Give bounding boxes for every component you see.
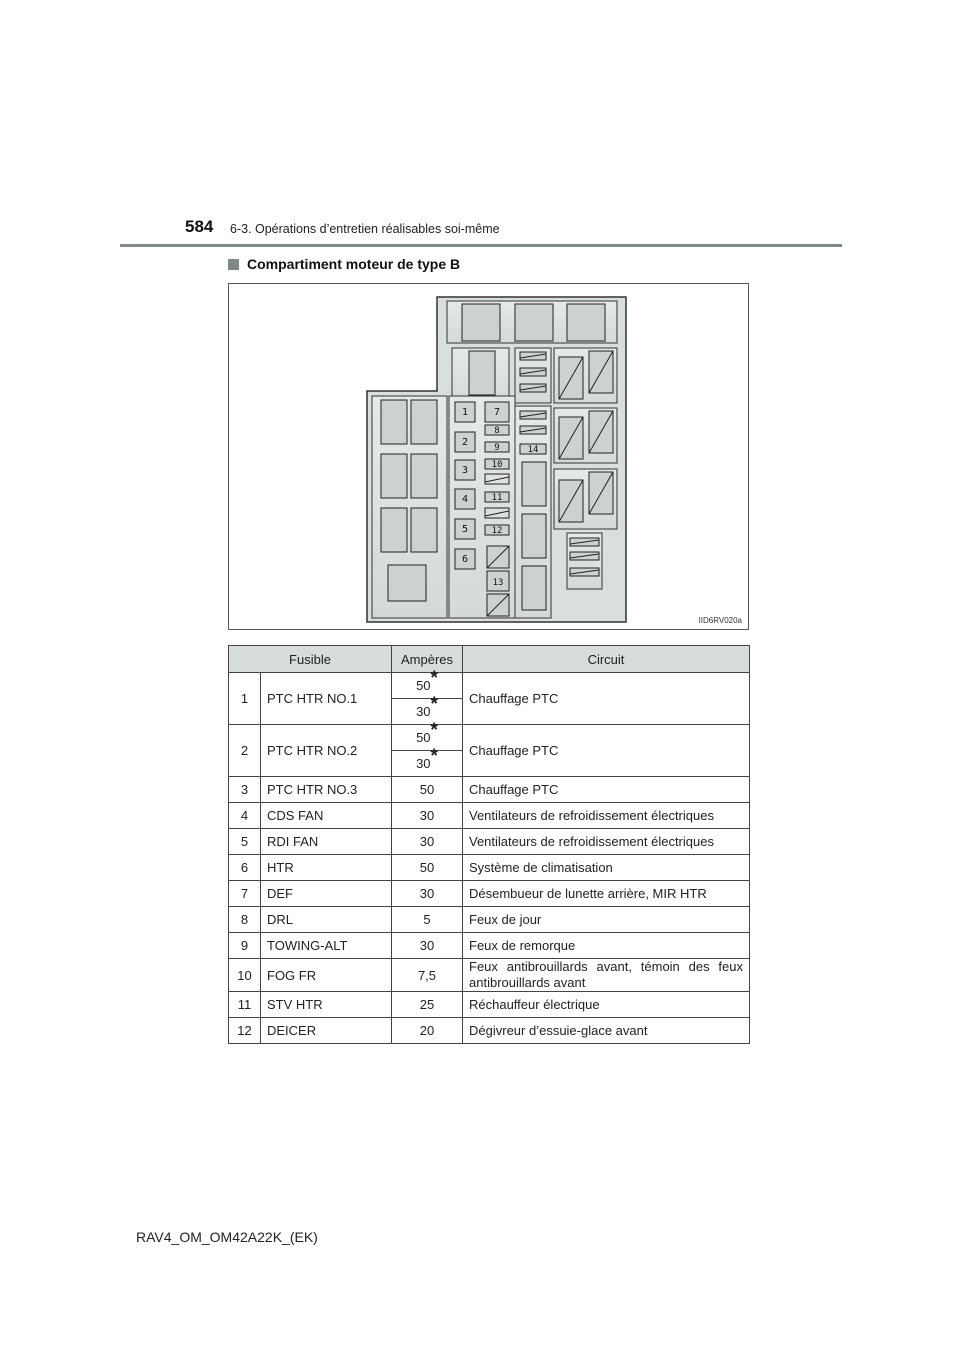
fuse-amps [392,746,463,777]
section-title: 6-3. Opérations d’entretien réalisables soi-même [230,222,500,236]
table-row [229,1018,750,1044]
table-row [229,725,750,751]
table-row [229,933,750,959]
svg-text:2: 2 [461,437,469,448]
fuse-number: 9 [229,933,261,959]
fuse-amps: 30 [392,803,463,829]
fuse-number: 5 [229,829,261,855]
fuse-name: TOWING-ALT [261,933,392,959]
fuse-amps [392,694,463,725]
asterisk: * [430,668,438,689]
header-rule [120,244,842,247]
fuse-circuit: Feux de jour [463,907,750,933]
fuse-amps: 50 [392,777,463,803]
fuse-number: 12 [229,1018,261,1044]
table-row [229,777,750,803]
fuse-number: 10 [229,959,261,992]
table-row [229,907,750,933]
svg-text:11: 11 [491,493,503,503]
table-row [229,829,750,855]
table-row [229,803,750,829]
fuse-amps: 50 [392,855,463,881]
fuse-circuit: Réchauffeur électrique [463,992,750,1018]
fuse-amps: 7,5 [392,959,463,992]
table-header-row [229,646,750,673]
header-circuit: Circuit [463,646,750,673]
svg-text:8: 8 [494,426,500,436]
fuse-amps: 5 [392,907,463,933]
fuse-amps [392,668,463,699]
fuse-number: 6 [229,855,261,881]
fuse-name: DEF [261,881,392,907]
svg-text:5: 5 [461,524,469,535]
figure-code: IID6RV020a [698,616,742,625]
table-row [229,881,750,907]
fuse-circuit: Chauffage PTC [463,777,750,803]
fuse-name: DEICER [261,1018,392,1044]
fuse-number: 4 [229,803,261,829]
fuse-number: 11 [229,992,261,1018]
fuse-circuit: Chauffage PTC [463,725,750,777]
table-row [229,855,750,881]
page-number: 584 [185,217,214,236]
fuse-name: HTR [261,855,392,881]
fuse-amps: 30 [392,881,463,907]
asterisk: * [430,746,438,767]
fuse-table [228,645,750,1044]
svg-text:4: 4 [461,494,469,505]
svg-text:10: 10 [491,460,503,470]
header-fuse: Fusible [229,646,392,673]
fuse-circuit: Système de climatisation [463,855,750,881]
fuse-name: PTC HTR NO.2 [261,725,392,777]
fuse-circuit: Chauffage PTC [463,673,750,725]
fuse-box-diagram [229,284,750,631]
table-row [229,992,750,1018]
svg-text:12: 12 [491,526,503,536]
fuse-circuit: Ventilateurs de refroidissement électriques [463,803,750,829]
fuse-name: RDI FAN [261,829,392,855]
fuse-box-figure [228,283,749,630]
fuse-amps: 25 [392,992,463,1018]
fuse-amps [392,720,463,751]
fuse-number: 7 [229,881,261,907]
fuse-amps: 30 [392,829,463,855]
fuse-number: 3 [229,777,261,803]
fuse-number: 2 [229,725,261,777]
amp-value: 30 [416,756,431,771]
square-bullet-icon [228,259,239,270]
svg-text:14: 14 [527,445,539,455]
svg-text:9: 9 [494,443,500,453]
header-amps: Ampères [392,646,463,673]
fuse-name: PTC HTR NO.3 [261,777,392,803]
amp-value: 50 [416,678,431,693]
fuse-circuit: Feux antibrouillards avant, témoin des feux antibrouillards avant [463,959,750,992]
svg-text:7: 7 [493,407,501,418]
svg-text:13: 13 [492,578,504,588]
table-row [229,673,750,699]
svg-text:6: 6 [461,554,469,565]
fuse-name: FOG FR [261,959,392,992]
fuse-name: PTC HTR NO.1 [261,673,392,725]
fuse-circuit: Ventilateurs de refroidissement électriques [463,829,750,855]
svg-text:3: 3 [461,465,469,476]
fuse-circuit: Dégivreur d’essuie-glace avant [463,1018,750,1044]
fuse-name: STV HTR [261,992,392,1018]
fuse-name: DRL [261,907,392,933]
table-row [229,959,750,992]
subsection-heading [228,256,460,272]
fuse-name: CDS FAN [261,803,392,829]
fuse-amps: 30 [392,933,463,959]
svg-text:1: 1 [461,407,469,418]
amp-value: 50 [416,730,431,745]
footer-code: RAV4_OM_OM42A22K_(EK) [136,1229,318,1245]
fuse-amps: 20 [392,1018,463,1044]
fuse-number: 1 [229,673,261,725]
subsection-title: Compartiment moteur de type B [247,256,461,272]
asterisk: * [430,694,438,715]
asterisk: * [430,720,438,741]
fuse-circuit: Désembueur de lunette arrière, MIR HTR [463,881,750,907]
fuse-number: 8 [229,907,261,933]
fuse-circuit: Feux de remorque [463,933,750,959]
amp-value: 30 [416,704,431,719]
